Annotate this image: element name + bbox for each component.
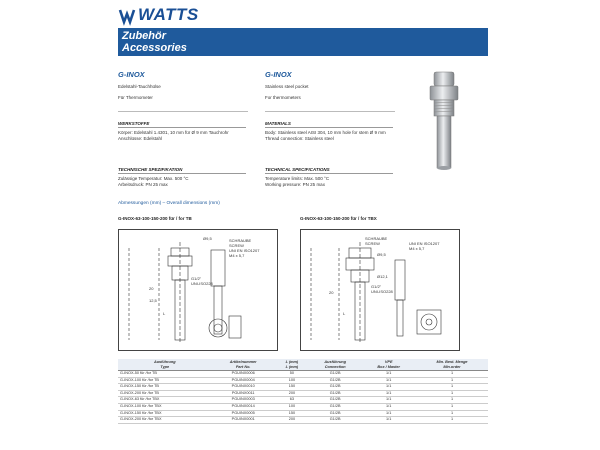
table-cell: PGUINX0010 — [212, 384, 275, 391]
dim-label: M4 x 5,7 — [409, 246, 425, 251]
table-cell: PGUINX0004 — [212, 377, 275, 384]
dim-label: 12,5 — [149, 298, 157, 303]
dim-label: Ø12,1 — [377, 274, 388, 279]
dim-label: M4 x 5,7 — [229, 253, 245, 258]
dim-label: Ø9,5 — [203, 236, 212, 241]
table-row — [118, 397, 488, 404]
table-cell: 1/1 — [361, 410, 416, 417]
table-cell: PGUINX0011 — [212, 390, 275, 397]
table-cell: 1 — [416, 410, 488, 417]
table-cell: 100 — [275, 403, 309, 410]
product-title-de: G-INOX — [118, 70, 145, 79]
table-cell: 63 — [275, 397, 309, 404]
technical-line-de-2: Arbeitsdruck: PN 25 max — [118, 182, 168, 187]
table-cell: 1/1 — [361, 390, 416, 397]
table-cell: PGUINX0014 — [212, 403, 275, 410]
header-band — [118, 28, 488, 56]
table-cell: G1/2B — [309, 371, 361, 378]
brand-name: WATTS — [138, 5, 199, 24]
table-cell: G1/2B — [309, 384, 361, 391]
divider — [265, 111, 395, 112]
dim-label: L — [163, 311, 166, 316]
table-cell: 50 — [275, 371, 309, 378]
materials-heading-de: WERKSTOFFE — [118, 121, 246, 128]
materials-line-en-1: Body: Stainless steel AISI 304, 10 mm hole for stem Ø 9 mm — [265, 130, 386, 135]
table-cell: G-INOX-100 für /for TBX — [118, 403, 212, 410]
table-cell: 1 — [416, 417, 488, 424]
watts-logo — [118, 4, 214, 26]
table-cell: G-INOX-150 für /for TB — [118, 384, 212, 391]
table-cell: G1/2B — [309, 397, 361, 404]
drawing-left-title: G-INOX-63-100-150-200 für / for TB — [118, 216, 192, 221]
table-cell: G1/2B — [309, 390, 361, 397]
table-cell: 1 — [416, 371, 488, 378]
technical-drawing-tbx — [301, 230, 459, 350]
table-cell: G1/2B — [309, 377, 361, 384]
table-cell: G-INOX-200 für /for TB — [118, 390, 212, 397]
table-header-row — [118, 359, 488, 371]
technical-line-de-1: Zulässige Temperatur: Max. 500 °C — [118, 176, 189, 181]
header-title-de: Zubehör — [122, 30, 166, 42]
drawing-right-title: G-INOX-63-100-150-200 für / for TBX — [300, 216, 377, 221]
table-cell: G1/2B — [309, 417, 361, 424]
table-cell: 1 — [416, 390, 488, 397]
table-cell: 1/1 — [361, 397, 416, 404]
table-cell: G-INOX-50 für /for TB — [118, 371, 212, 378]
table-row — [118, 384, 488, 391]
materials-heading-en: MATERIALS — [265, 121, 393, 128]
table-cell: 1/1 — [361, 403, 416, 410]
dim-label: UNI-ISO228 — [371, 289, 393, 294]
materials-line-de-1: Körper: Edelstahl 1.4301, 10 mm für Ø 9 mm Tauchrohr — [118, 130, 229, 135]
col-header: Min. Best. Menge Min.order — [416, 359, 488, 371]
table-cell: G1/2B — [309, 403, 361, 410]
table-cell: 150 — [275, 384, 309, 391]
table-cell: G-INOX-100 für /for TB — [118, 377, 212, 384]
table-row — [118, 403, 488, 410]
table-cell: 1/1 — [361, 384, 416, 391]
dim-label: SCREW — [229, 243, 244, 248]
table-cell: 200 — [275, 390, 309, 397]
table-row — [118, 371, 488, 378]
table-body — [118, 371, 488, 424]
table-cell: G1/2B — [309, 410, 361, 417]
technical-line-en-1: Temperature limits: Max. 500 °C — [265, 176, 330, 181]
technical-heading-en: TECHNICAL SPECIFICATIONS — [265, 167, 393, 174]
materials-line-en-2: Thread connection: Stainless steel — [265, 136, 334, 141]
divider — [118, 111, 248, 112]
dim-label: 20 — [329, 290, 334, 295]
table-cell: 1/1 — [361, 371, 416, 378]
product-title-en: G-INOX — [265, 70, 292, 79]
watts-wave-icon — [118, 4, 138, 26]
table-cell: 1/1 — [361, 377, 416, 384]
dim-label: UNI-ISO228 — [191, 281, 213, 286]
table-cell: G-INOX-63 für /for TBX — [118, 397, 212, 404]
col-header: L (mm) L (mm) — [275, 359, 309, 371]
table-cell: PGUINX0006 — [212, 371, 275, 378]
table-cell: PGUINX0003 — [212, 397, 275, 404]
table-row — [118, 377, 488, 384]
drawing-left — [118, 229, 278, 351]
table-cell: 1 — [416, 384, 488, 391]
table-cell: 200 — [275, 417, 309, 424]
product-desc-en-2: For thermometers — [265, 95, 301, 100]
dim-label: UNI EN ISO1207 — [409, 241, 440, 246]
col-header: Ausführung Connection — [309, 359, 361, 371]
technical-heading-de: TECHNISCHE SPEZIFIKATION — [118, 167, 246, 174]
table-cell: G-INOX-200 für /for TBX — [118, 417, 212, 424]
col-header: Artikelnummer Part No. — [212, 359, 275, 371]
dim-label: SCHRAUBE — [365, 236, 388, 241]
table-cell: PGUINX0001 — [212, 417, 275, 424]
table-cell: 1 — [416, 377, 488, 384]
table-cell: 1/1 — [361, 417, 416, 424]
dim-label: G1/2" — [191, 276, 202, 281]
table-cell: PGUINX0005 — [212, 410, 275, 417]
table-cell: 100 — [275, 377, 309, 384]
dim-label: G1/2" — [371, 284, 382, 289]
dim-label: SCHRAUBE — [229, 238, 252, 243]
table-cell: 1 — [416, 397, 488, 404]
dim-label: L — [343, 311, 346, 316]
technical-line-en-2: Working pressure: PN 25 max — [265, 182, 325, 187]
dim-label: 20 — [149, 286, 154, 291]
dim-label: SCREW — [365, 241, 380, 246]
table-cell: 150 — [275, 410, 309, 417]
table-row — [118, 410, 488, 417]
table-row — [118, 390, 488, 397]
header-title-en: Accessories — [122, 42, 187, 54]
spec-table — [118, 359, 488, 424]
product-photo — [420, 66, 468, 176]
col-header: Ausführung Type — [118, 359, 212, 371]
materials-line-de-2: Anschlüsse: Edelstahl — [118, 136, 163, 141]
technical-drawing-tb — [119, 230, 277, 350]
table-cell: 1 — [416, 403, 488, 410]
table-row — [118, 417, 488, 424]
table-cell: G-INOX-150 für /for TBX — [118, 410, 212, 417]
product-desc-de-2: Für Thermometer — [118, 95, 153, 100]
dimensions-heading: Abmessungen (mm) – Overall dimensions (mm) — [118, 201, 220, 206]
drawing-right — [300, 229, 460, 351]
dim-label: UNI EN ISO1207 — [229, 248, 260, 253]
product-desc-en-1: Stainless steel pocket — [265, 84, 309, 89]
dim-label: Ø9,5 — [377, 252, 386, 257]
product-desc-de-1: Edelstahl-Tauchhülse — [118, 84, 161, 89]
col-header: VPE Box / Master — [361, 359, 416, 371]
